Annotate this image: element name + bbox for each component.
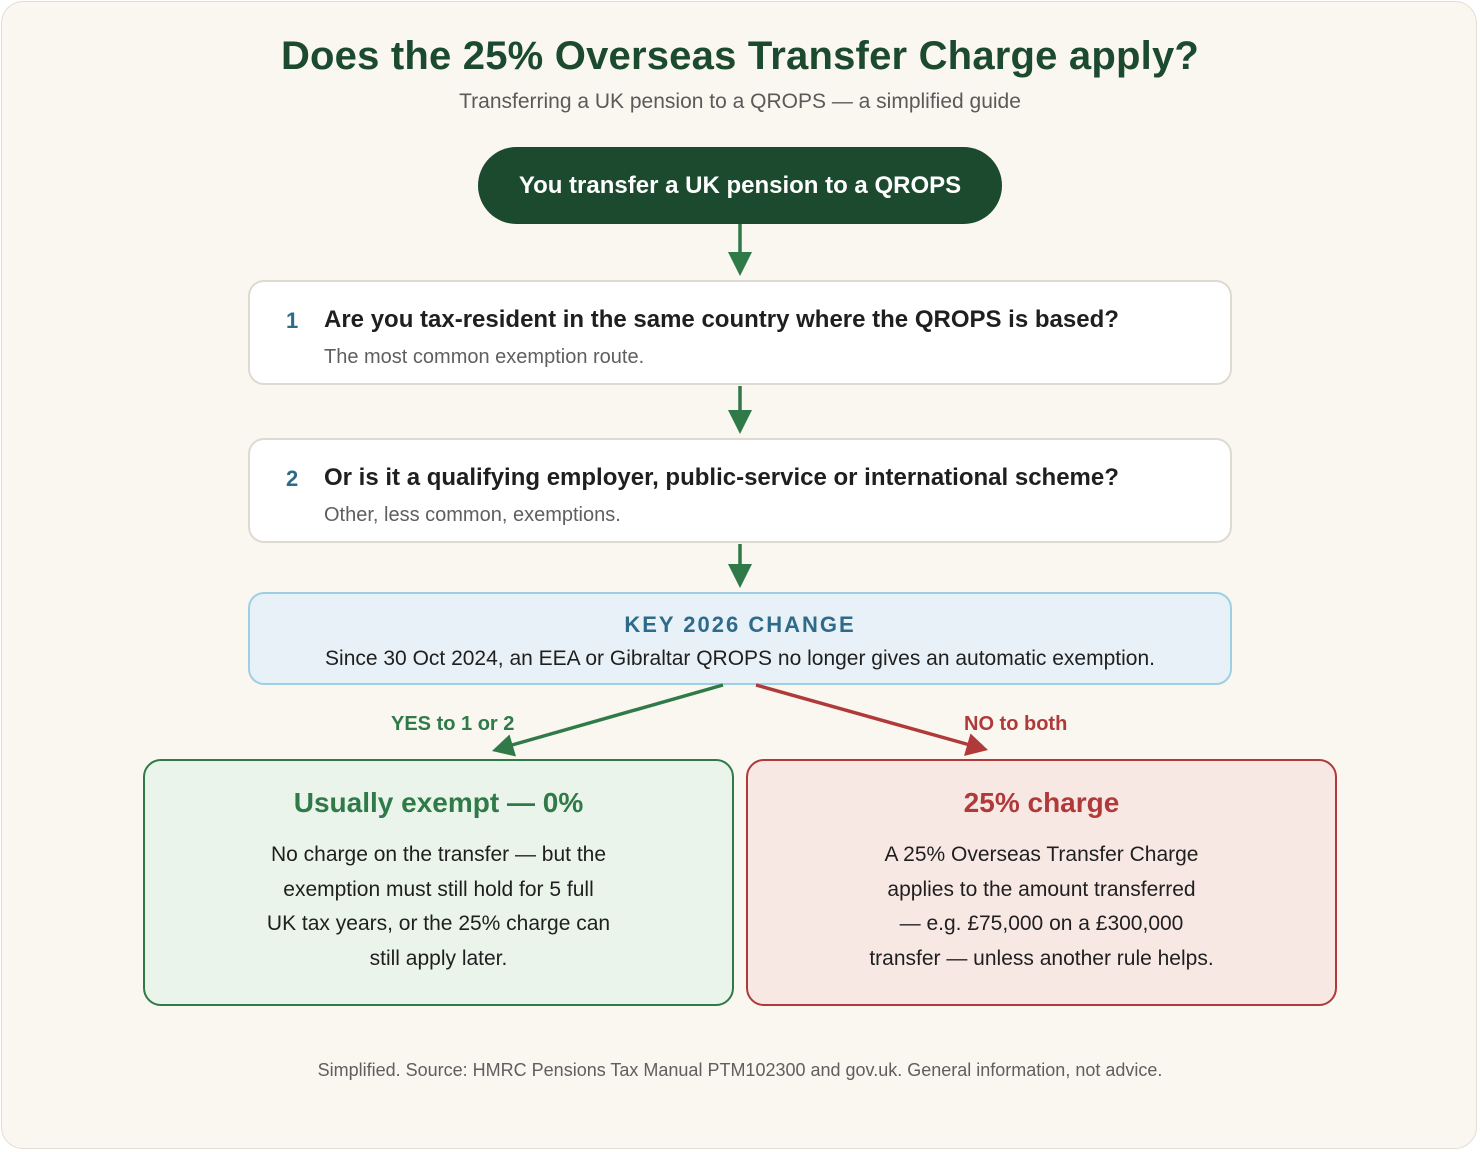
diagram-subtitle: Transferring a UK pension to a QROPS — a simplified guide [459,90,1021,113]
key-change-text: Since 30 Oct 2024, an EEA or Gibraltar QROPS no longer gives an automatic exemption. [325,647,1155,670]
charge-outcome-line: A 25% Overseas Transfer Charge [884,843,1199,866]
diagram-title: Does the 25% Overseas Transfer Charge apply? [280,34,1200,78]
question-2-note: Other, less common, exemptions. [324,504,621,526]
question-1-number: 1 [286,308,299,333]
exempt-outcome-line: exemption must still hold for 5 full [283,877,594,901]
question-1-text: Are you tax-resident in the same country where the QROPS is based? [324,306,1119,333]
charge-outcome-title: 25% charge [963,787,1120,818]
arrow-q1-to-q2 [728,386,752,434]
key-change-label: KEY 2026 CHANGE [624,612,856,637]
charge-outcome-line: applies to the amount transferred [887,877,1196,901]
question-1-note: The most common exemption route. [324,346,645,368]
exempt-outcome-title: Usually exempt — 0% [293,787,584,818]
arrow-q2-to-key [728,544,752,588]
footer-note: Simplified. Source: HMRC Pensions Tax Manual PTM102300 and gov.uk. General information, not advice. [317,1060,1163,1080]
exempt-outcome-line: No charge on the transfer — but the [270,843,607,866]
charge-outcome-line: — e.g. £75,000 on a £300,000 [899,912,1184,935]
charge-outcome-box [746,759,1337,1006]
question-2-text: Or is it a qualifying employer, public-service or international scheme? [324,464,1119,491]
exempt-outcome-line: UK tax years, or the 25% charge can [266,912,611,935]
yes-branch-label: YES to 1 or 2 [391,713,515,735]
arrow-start-to-q1 [728,224,752,276]
charge-outcome-body [748,838,1335,976]
exempt-outcome-body [145,838,732,976]
exempt-outcome-line: still apply later. [369,946,508,970]
start-node-label: You transfer a UK pension to a QROPS [518,171,962,199]
charge-outcome-line: transfer — unless another rule helps. [869,946,1214,970]
question-2-number: 2 [286,466,299,491]
arrow-no-branch [756,685,988,756]
no-branch-label: NO to both [964,713,1068,735]
arrow-yes-branch [492,685,723,757]
exempt-outcome-box [143,759,734,1006]
